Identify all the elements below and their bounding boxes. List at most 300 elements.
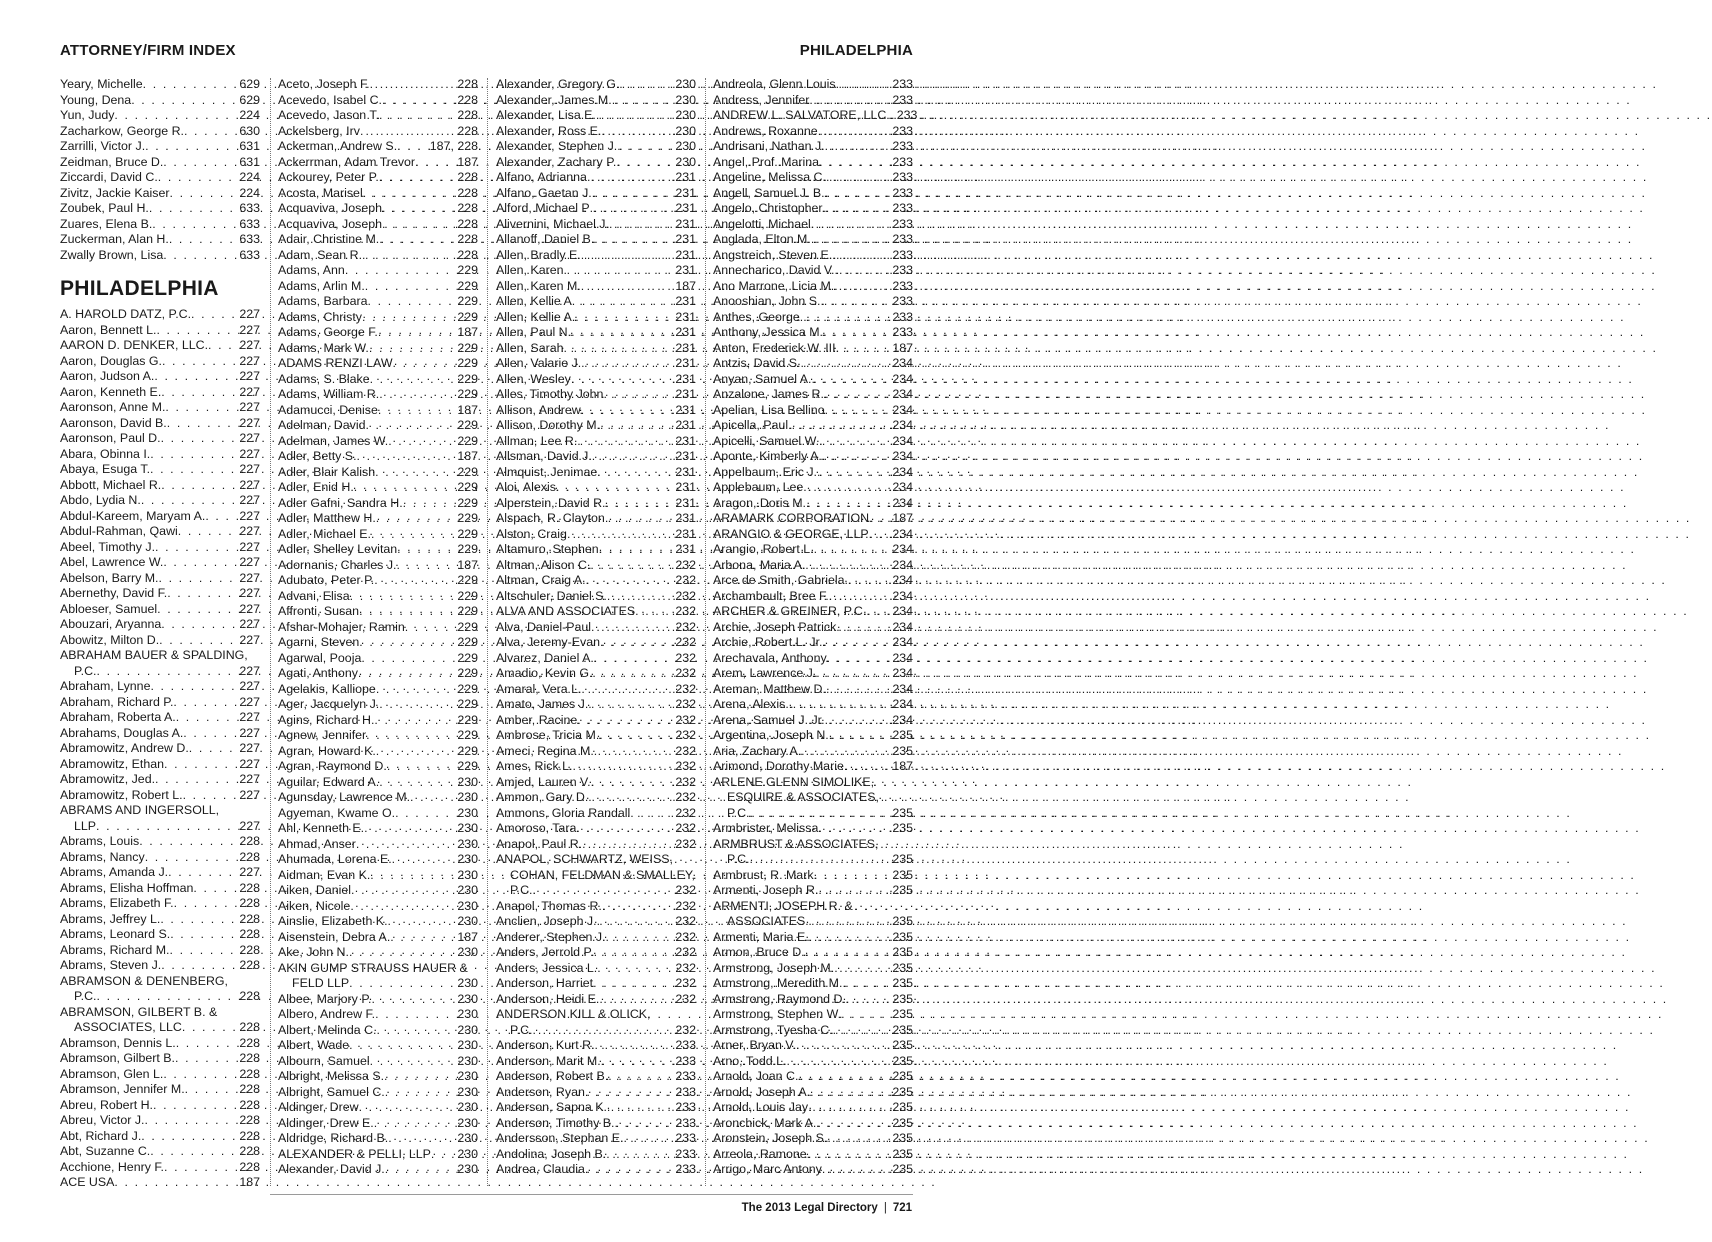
entry-name: Adams, Ann [278, 263, 345, 277]
page-ref: 633 [239, 247, 260, 262]
index-entry [713, 1023, 913, 1039]
index-entry [713, 356, 913, 372]
leader-dots [807, 1147, 892, 1163]
index-entry [713, 449, 913, 465]
index-entry [60, 1175, 260, 1191]
page-ref: 228 [457, 185, 478, 200]
page-ref: 227 [239, 307, 260, 321]
index-entry [496, 511, 696, 527]
entry-name: Allen, Bradly E. [496, 247, 581, 262]
page-ref: 228 [239, 1097, 260, 1112]
entry-name: Angell, Samuel J. B. [713, 185, 825, 200]
page-ref: 232 [675, 1022, 696, 1037]
page-ref: 230 [457, 976, 478, 990]
entry-name: Anooshian, John S. [713, 294, 821, 308]
index-entry [60, 958, 260, 974]
leader-dots [599, 542, 675, 558]
entry-name: Abrams, Leonard S. [60, 927, 171, 941]
entry-name: Acquaviva, Joseph [278, 216, 383, 231]
leader-dots [577, 713, 674, 729]
leader-dots [586, 573, 675, 589]
index-entry [713, 511, 913, 527]
entry-name: Angelotti, Michael [713, 216, 811, 231]
leader-dots [385, 1085, 457, 1101]
index-entry [713, 1116, 913, 1132]
leader-dots [379, 170, 457, 186]
page-ref: 229 [457, 588, 478, 603]
leader-dots [158, 571, 238, 587]
leader-dots [590, 201, 675, 217]
index-entry [496, 1085, 696, 1101]
page-ref: 228 [457, 201, 478, 215]
leader-dots [594, 232, 674, 248]
entry-name-continued: ESQUIRE & ASSOCIATES, [727, 790, 879, 804]
entry-name: Anderson, Harriet [496, 976, 594, 990]
index-entry [496, 728, 696, 744]
leader-dots [379, 775, 456, 791]
leader-dots [588, 790, 674, 806]
index-entry [713, 480, 913, 496]
leader-dots [164, 1160, 238, 1176]
index-entry [713, 542, 913, 558]
leader-dots [801, 744, 891, 760]
entry-name: Aaron, Kenneth E. [60, 384, 162, 399]
page-ref: 233 [892, 92, 913, 107]
page-ref: 227 [239, 694, 260, 709]
leader-dots [590, 558, 674, 574]
leader-dots [378, 403, 456, 419]
entry-name: Albourn, Samuel [278, 1053, 370, 1068]
page-ref: 234 [892, 356, 913, 370]
index-entry [278, 403, 478, 419]
page-ref: 228 [239, 911, 260, 926]
entry-name: Anapol, Thomas R. [496, 898, 602, 913]
leader-dots [567, 527, 674, 543]
page-ref: 235 [892, 1022, 913, 1037]
page-ref: 230 [457, 898, 478, 913]
entry-name: ANDREW L. SALVATORE, LLC. [713, 108, 890, 122]
index-entry [496, 341, 696, 357]
entry-name: Abrams, Steven J. [60, 958, 162, 972]
leader-dots [617, 139, 674, 155]
leader-dots [581, 356, 674, 372]
index-entry [60, 850, 260, 866]
leader-dots [155, 540, 238, 556]
leader-dots [173, 695, 238, 711]
page-ref: 234 [892, 712, 913, 727]
entry-name: Zuckerman, Alan H. [60, 232, 169, 246]
leader-dots [141, 1129, 238, 1145]
page-ref: 230 [675, 92, 696, 107]
index-entry [278, 604, 478, 620]
entry-name: ABRAMSON, GILBERT B. & [60, 1004, 218, 1019]
leader-dots [162, 354, 238, 370]
entry-name: Abt, Suzanne C. [60, 1144, 151, 1158]
leader-dots [591, 620, 674, 636]
column-divider [705, 78, 706, 1186]
entry-name: Altman, Craig A. [496, 573, 586, 587]
page-ref: 235 [892, 1131, 913, 1145]
page-ref: 228 [239, 1066, 260, 1081]
index-entry [60, 124, 260, 140]
entry-name: Albee, Marjory P. [278, 991, 372, 1006]
page-ref: 235 [892, 960, 913, 975]
entry-name-continued: LLP [74, 818, 97, 833]
page-ref: 227 [239, 555, 260, 569]
leader-dots [606, 496, 675, 512]
entry-name: Affronti, Susan [278, 604, 360, 618]
index-entry [496, 434, 696, 450]
entry-name: ALVA AND ASSOCIATES [496, 604, 636, 618]
page-ref: 187 [457, 154, 478, 169]
leader-dots [208, 338, 238, 354]
index-entry [496, 1147, 696, 1163]
leader-dots [405, 620, 457, 636]
page-ref: 233 [892, 154, 913, 169]
leader-dots [371, 992, 456, 1008]
index-entry [60, 1036, 260, 1052]
entry-name: Adair, Christine M. [278, 232, 380, 246]
index-entry [496, 325, 696, 341]
entry-name: Anders, Jessica L. [496, 960, 598, 975]
leader-dots [365, 418, 456, 434]
leader-dots [808, 1100, 891, 1116]
leader-dots [606, 1147, 674, 1163]
entry-name: Abraham, Richard P. [60, 694, 174, 709]
page-ref: 228 [239, 1035, 260, 1050]
page-ref: 631 [239, 154, 260, 169]
entry-name: ACE USA [60, 1175, 115, 1189]
entry-name: Yun, Judy [60, 108, 115, 122]
entry-name: Ackourey, Peter P. [278, 170, 379, 184]
leader-dots [750, 852, 892, 868]
leader-dots [96, 819, 238, 835]
entry-name: Armstrong, Tyesha C. [713, 1022, 833, 1037]
page-ref: 228 [457, 77, 478, 91]
page-ref: 229 [457, 371, 478, 386]
entry-name: Abara, Obinna I. [60, 446, 151, 461]
leader-dots [826, 170, 891, 186]
leader-dots [183, 788, 239, 804]
index-entry [278, 899, 478, 915]
leader-dots [174, 896, 239, 912]
page-ref: 234 [892, 418, 913, 432]
index-entry [60, 788, 260, 804]
page-ref: 235 [892, 929, 913, 944]
leader-dots [845, 573, 892, 589]
index-entry [496, 821, 696, 837]
page-ref: 234 [892, 650, 913, 665]
leader-dots [390, 930, 456, 946]
entry-name: Aragon, Doris M. [713, 495, 806, 510]
page-ref: 228 [239, 989, 260, 1003]
entry-name: Alexander, Lisa E. [496, 108, 596, 122]
leader-dots [157, 602, 238, 618]
leader-dots [388, 914, 457, 930]
entry-name: Amato, James J. [496, 697, 589, 711]
leader-dots [163, 1067, 238, 1083]
index-entry [278, 573, 478, 589]
entry-name: Armenti, Maria E. [713, 929, 809, 944]
page-ref: 233 [892, 201, 913, 215]
page-ref: 230 [675, 154, 696, 169]
leader-dots [205, 509, 238, 525]
page-ref: 227 [239, 601, 260, 616]
page-ref: 629 [239, 92, 260, 107]
index-entry [496, 837, 696, 853]
entry-name: Alfano, Adrianna [496, 170, 587, 184]
leader-dots [161, 478, 238, 494]
page-ref: 231 [675, 464, 696, 479]
leader-dots [816, 666, 891, 682]
page-ref: 231 [675, 387, 696, 401]
leader-dots [803, 310, 891, 326]
index-entry [278, 170, 478, 186]
page-ref: 233 [675, 1084, 696, 1099]
index-entry [496, 124, 696, 140]
index-entry [713, 697, 913, 713]
leader-dots [825, 713, 892, 729]
leader-dots [169, 943, 238, 959]
page-ref: 227 [239, 710, 260, 724]
entry-name: Aria, Zachary A. [713, 743, 802, 758]
page-ref: 235 [892, 821, 913, 835]
leader-dots [143, 77, 239, 93]
index-entry [713, 341, 913, 357]
page-ref: 235 [892, 1115, 913, 1130]
entry-name: ARANGIO & GEORGE, LLP [713, 526, 869, 541]
entry-name: Agran, Raymond D. [278, 759, 387, 773]
leader-dots [396, 558, 456, 574]
index-entry [496, 852, 696, 899]
entry-name: Armon, Bruce D. [713, 945, 805, 959]
entry-name: Ammon, Gary D. [496, 790, 589, 804]
entry-name: Adubato, Peter P. [278, 573, 375, 587]
entry-name: Abowitz, Milton D. [60, 632, 160, 647]
page-ref: 233 [892, 139, 913, 153]
entry-name: Ames, Rick L. [496, 759, 573, 773]
leader-dots [359, 604, 456, 620]
index-entry [713, 1147, 913, 1163]
leader-dots [800, 356, 891, 372]
index-entry [60, 571, 260, 587]
leader-dots [360, 124, 456, 140]
page-ref: 230 [457, 1115, 478, 1130]
entry-name: Alivernini, Michael J. [496, 216, 609, 231]
leader-dots [152, 217, 238, 233]
leader-dots [575, 310, 674, 326]
leader-dots [869, 527, 892, 543]
index-entry [713, 837, 913, 868]
index-entry [278, 635, 478, 651]
index-entry [496, 1131, 696, 1147]
entry-name: Armenti, Joseph R. [713, 883, 819, 897]
leader-dots [594, 945, 675, 961]
page-ref: 234 [892, 464, 913, 479]
page-ref: 227 [239, 431, 260, 445]
entry-name: Alexander, David J. [278, 1162, 385, 1176]
page-ref: 228 [239, 942, 260, 957]
leader-dots [169, 186, 238, 202]
page-ref: 234 [892, 371, 913, 386]
leader-dots [376, 511, 457, 527]
entry-name: Angeline, Melissa C. [713, 170, 826, 184]
entry-name: Adam, Sean R. [278, 247, 363, 262]
page-ref: 232 [675, 573, 696, 587]
index-entry [278, 728, 478, 744]
leader-dots [185, 1082, 239, 1098]
page-ref: 229 [457, 464, 478, 479]
entry-name: Adams, Arlin M. [278, 278, 365, 293]
page-ref: 231 [675, 402, 696, 417]
index-entry [713, 496, 913, 512]
page-ref: 235 [892, 805, 913, 820]
page-ref: 231 [675, 170, 696, 184]
entry-name: Ainslie, Elizabeth K. [278, 914, 388, 928]
index-entry [496, 449, 696, 465]
entry-name: Zacharkow, George R. [60, 123, 184, 138]
page-ref: 232 [675, 774, 696, 789]
page-ref: 187 [457, 402, 478, 417]
page-ref: 227 [239, 446, 260, 461]
leader-dots [176, 710, 239, 726]
page-ref: 228 [239, 880, 260, 895]
index-entry [278, 713, 478, 729]
leader-dots [834, 279, 891, 295]
leader-dots [161, 958, 238, 974]
index-entry [60, 881, 260, 897]
leader-dots [150, 679, 238, 695]
entry-name: Abdul-Rahman, Qawi [60, 524, 178, 538]
entry-name: Anderson, Ryan [496, 1084, 585, 1099]
entry-name: Alfano, Gaetan J. [496, 185, 592, 200]
page-ref: 233 [892, 309, 913, 324]
index-entry [278, 1069, 478, 1085]
leader-dots [601, 124, 674, 140]
index-entry [496, 186, 696, 202]
index-entry [496, 496, 696, 512]
entry-name: Agunsday, Lawrence M. [278, 790, 411, 804]
index-entry [60, 338, 260, 354]
page-ref: 234 [892, 526, 913, 541]
leader-dots [382, 93, 456, 109]
leader-dots [164, 757, 238, 773]
page-ref: 228 [457, 108, 478, 122]
entry-name: Aronchick, Mark A. [713, 1115, 817, 1130]
page-ref: 230 [675, 123, 696, 138]
leader-dots [609, 217, 674, 233]
entry-name: Aaron, Judson A. [60, 369, 155, 383]
page-ref: 229 [457, 418, 478, 432]
entry-name: Albert, Melinda C. [278, 1022, 377, 1037]
leader-dots [597, 961, 674, 977]
entry-name: Aiken, Daniel [278, 883, 352, 897]
entry-name: Allen, Paul N. [496, 325, 572, 339]
entry-name: Andrisani, Nathan J. [713, 139, 825, 153]
index-entry [713, 620, 913, 636]
leader-dots [603, 387, 674, 403]
leader-dots [349, 945, 456, 961]
entry-name: Aidman, Evan K. [278, 867, 371, 882]
page-ref: 232 [675, 976, 696, 990]
leader-dots [345, 263, 457, 279]
page-ref: 230 [457, 867, 478, 882]
entry-name: ARLENE GLENN SIMOLIKE, [713, 774, 875, 789]
index-entry [713, 821, 913, 837]
page-ref: 227 [239, 787, 260, 802]
page-ref: 233 [675, 1115, 696, 1130]
entry-name: Abernethy, David F. [60, 586, 168, 600]
entry-name: Arena, Alexis. [713, 697, 789, 711]
leader-dots [581, 279, 675, 295]
page-ref: 234 [892, 449, 913, 463]
leader-dots [165, 400, 238, 416]
index-entry [60, 927, 260, 943]
entry-name: Ahmad, Anser [278, 836, 356, 851]
entry-name: Appelbaum, Eric J. [713, 464, 817, 479]
entry-name: Abeel, Timothy J. [60, 539, 156, 554]
leader-dots [796, 1038, 891, 1054]
index-entry [278, 992, 478, 1008]
index-entry [496, 465, 696, 481]
index-entry [713, 434, 913, 450]
entry-name: ABRAMSON & DENENBERG, [60, 973, 228, 988]
page-ref: 187 [239, 1175, 260, 1189]
page-ref: 228 [239, 927, 260, 941]
page-ref: 231 [675, 309, 696, 324]
leader-dots [375, 1007, 456, 1023]
leader-dots [630, 806, 674, 822]
entry-name: Abraham, Lynne [60, 679, 151, 693]
entry-name-continued: P.C. [74, 663, 97, 678]
entry-name: Allen, Kellie A. [496, 309, 576, 324]
page-ref: 230 [457, 914, 478, 928]
entry-name: Allman, Lee R. [496, 433, 578, 448]
leader-dots [149, 201, 238, 217]
leader-dots [592, 449, 675, 465]
entry-name: Abel, Lawrence W. [60, 555, 164, 569]
page-ref: 228 [239, 1051, 260, 1065]
index-entry [60, 524, 260, 540]
page-ref: 232 [675, 991, 696, 1006]
leader-dots [357, 449, 457, 465]
page-ref: 630 [239, 123, 260, 138]
entry-name: Amjed, Lauren V. [496, 774, 591, 789]
index-entry [496, 945, 696, 961]
entry-name: Abrams, Louis [60, 834, 140, 848]
leader-dots [358, 666, 456, 682]
leader-dots [533, 1023, 675, 1039]
entry-name: ABRAHAM BAUER & SPALDING, [60, 648, 248, 662]
page-ref: 230 [457, 1146, 478, 1161]
index-entry [278, 465, 478, 481]
entry-name: Arner, Bryan V. [713, 1038, 796, 1052]
entry-name: Albero, Andrew F. [278, 1007, 376, 1021]
page-ref: 233 [675, 1069, 696, 1083]
index-entry [60, 232, 260, 248]
leader-dots [811, 232, 892, 248]
index-entry [496, 635, 696, 651]
page-ref: 233 [892, 123, 913, 138]
index-entry [713, 1131, 913, 1147]
entry-name: Abrams, Amanda J. [60, 865, 169, 879]
page-ref: 187 [457, 929, 478, 944]
index-entry [278, 418, 478, 434]
entry-name: Afshar-Mohajer, Ramin [278, 619, 405, 634]
leader-dots [379, 108, 456, 124]
page-ref: 228 [239, 834, 260, 848]
index-entry [278, 651, 478, 667]
